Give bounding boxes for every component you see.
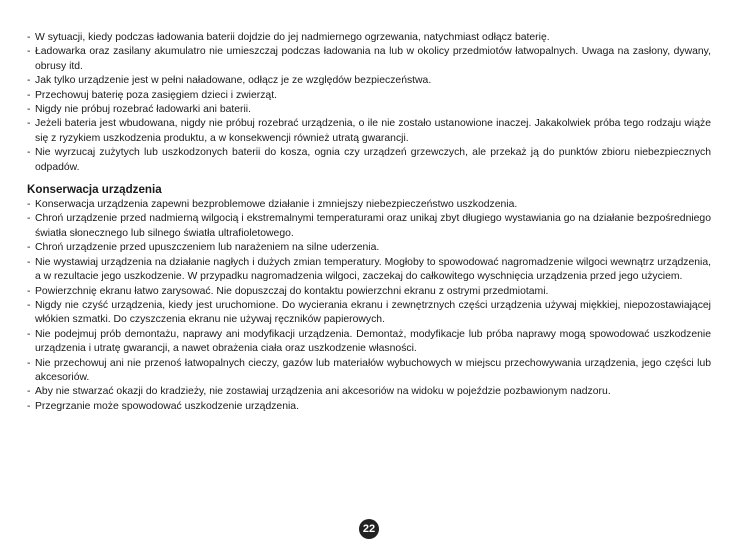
bullet-dash: - (27, 118, 31, 130)
list-item-text: Konserwacja urządzenia zapewni bezproblemowe działanie i zmniejszy niebezpieczeństwo uszkodzenia. (35, 199, 518, 211)
list-item-text: Chroń urządzenie przed nadmierną wilgocią i ekstremalnymi temperaturami oraz unikaj zbyt długiego wystawiania go na działanie bezpośredniego światła słonecznego lub silnego światła ultrafioletowego. (35, 213, 711, 239)
list-item-text: Nie wystawiaj urządzenia na działanie nagłych i dużych zmian temperatury. Mogłoby to spowodować nagromadzenie wilgoci wewnątrz urządzenia, a w rezultacie jego uszkodzenie. W przypadku nagromadzenia wilgoci, zaczekaj do całkowitego wyschnięcia urządzenia przed jego użyciem. (35, 256, 711, 283)
list-item-text: Nigdy nie czyść urządzenia, kiedy jest uruchomione. Do wycierania ekranu i zewnętrznych części urządzenia używaj miękkiej, niepozostawiającej włókien szmatki. Do czyszczenia ekranu nie używaj ręczników papierowych. (35, 299, 711, 326)
bullet-dash: - (27, 386, 31, 398)
bullet-dash: - (27, 199, 31, 211)
bullet-dash: - (27, 299, 31, 311)
bullet-dash: - (27, 46, 31, 58)
list-item-text: Nie przechowuj ani nie przenoś łatwopalnych cieczy, gazów lub materiałów wybuchowych w miejscu przechowywania urządzenia, jego części lub akcesoriów. (35, 357, 711, 383)
list-item (27, 299, 711, 328)
bullet-dash: - (27, 89, 31, 101)
list-item (27, 89, 711, 103)
list-item (27, 328, 711, 357)
bullet-dash: - (27, 256, 31, 268)
bullet-dash: - (27, 75, 31, 87)
list-item (27, 146, 711, 175)
list-item (27, 103, 711, 117)
bullet-dash: - (27, 104, 31, 116)
list-item (27, 45, 711, 74)
bullet-dash: - (27, 147, 31, 159)
list-item (27, 241, 711, 255)
section-heading: Konserwacja urządzenia (27, 183, 162, 197)
bullet-dash: - (27, 285, 31, 297)
list-item-text: Jeżeli bateria jest wbudowana, nigdy nie próbuj rozebrać urządzenia, o ile nie zostało ustanowione inaczej. Jakakolwiek próba tego rodzaju wiąże się z ryzykiem uszkodzenia produktu, a w konsekwencji również utratą gwarancji. (35, 118, 711, 144)
list-item-text: Przechowuj baterię poza zasięgiem dzieci i zwierząt. (35, 89, 277, 101)
list-item (27, 212, 711, 241)
bullet-dash: - (27, 242, 31, 254)
list-item-text: Chroń urządzenie przed upuszczeniem lub narażeniem na silne uderzenia. (35, 242, 380, 254)
list-item-text: Nie podejmuj prób demontażu, naprawy ani modyfikacji urządzenia. Demontaż, modyfikacje lub próba naprawy mogą spowodować uszkodzenie urządzenia i utratę gwarancji, a nawet obrażenia ciała oraz uszkodzenie własności. (35, 328, 711, 355)
list-item-text: W sytuacji, kiedy podczas ładowania baterii dojdzie do jej nadmiernego ogrzewania, natychmiast odłącz baterię. (35, 32, 550, 43)
list-item-text: Aby nie stwarzać okazji do kradzieży, nie zostawiaj urządzenia ani akcesoriów na widoku w pojeździe pozbawionym nadzoru. (35, 386, 611, 398)
list-item (27, 285, 711, 299)
list-item (27, 74, 711, 88)
bullet-dash: - (27, 400, 31, 412)
list-item (27, 256, 711, 285)
list-item (27, 198, 711, 212)
manual-page (27, 31, 711, 414)
list-item (27, 357, 711, 386)
list-item (27, 400, 711, 414)
list-item-text: Jak tylko urządzenie jest w pełni naładowane, odłącz je ze względów bezpieczeństwa. (35, 75, 432, 87)
battery-safety-list (27, 31, 711, 175)
bullet-dash: - (27, 213, 31, 225)
list-item-text: Powierzchnię ekranu łatwo zarysować. Nie dopuszczaj do kontaktu powierzchni ekranu z ostrymi przedmiotami. (35, 285, 549, 297)
list-item (27, 385, 711, 399)
page-number-badge: 22 (359, 519, 379, 539)
bullet-dash: - (27, 357, 31, 369)
bullet-dash: - (27, 328, 31, 340)
list-item-text: Nie wyrzucaj zużytych lub uszkodzonych baterii do kosza, ognia czy urządzeń grzewczych, ale przekaż ją do punktów zbioru niebezpiecznych odpadów. (35, 147, 711, 173)
maintenance-list (27, 198, 711, 414)
list-item-text: Nigdy nie próbuj rozebrać ładowarki ani baterii. (35, 104, 252, 116)
bullet-dash: - (27, 32, 31, 43)
list-item (27, 31, 711, 45)
list-item (27, 117, 711, 146)
list-item-text: Przegrzanie może spowodować uszkodzenie urządzenia. (35, 400, 299, 412)
list-item-text: Ładowarka oraz zasilany akumulatro nie umieszczaj podczas ładowania na lub w okolicy przedmiotów łatwopalnych. Uwaga na zasłony, dywany, obrusy itd. (35, 46, 711, 72)
